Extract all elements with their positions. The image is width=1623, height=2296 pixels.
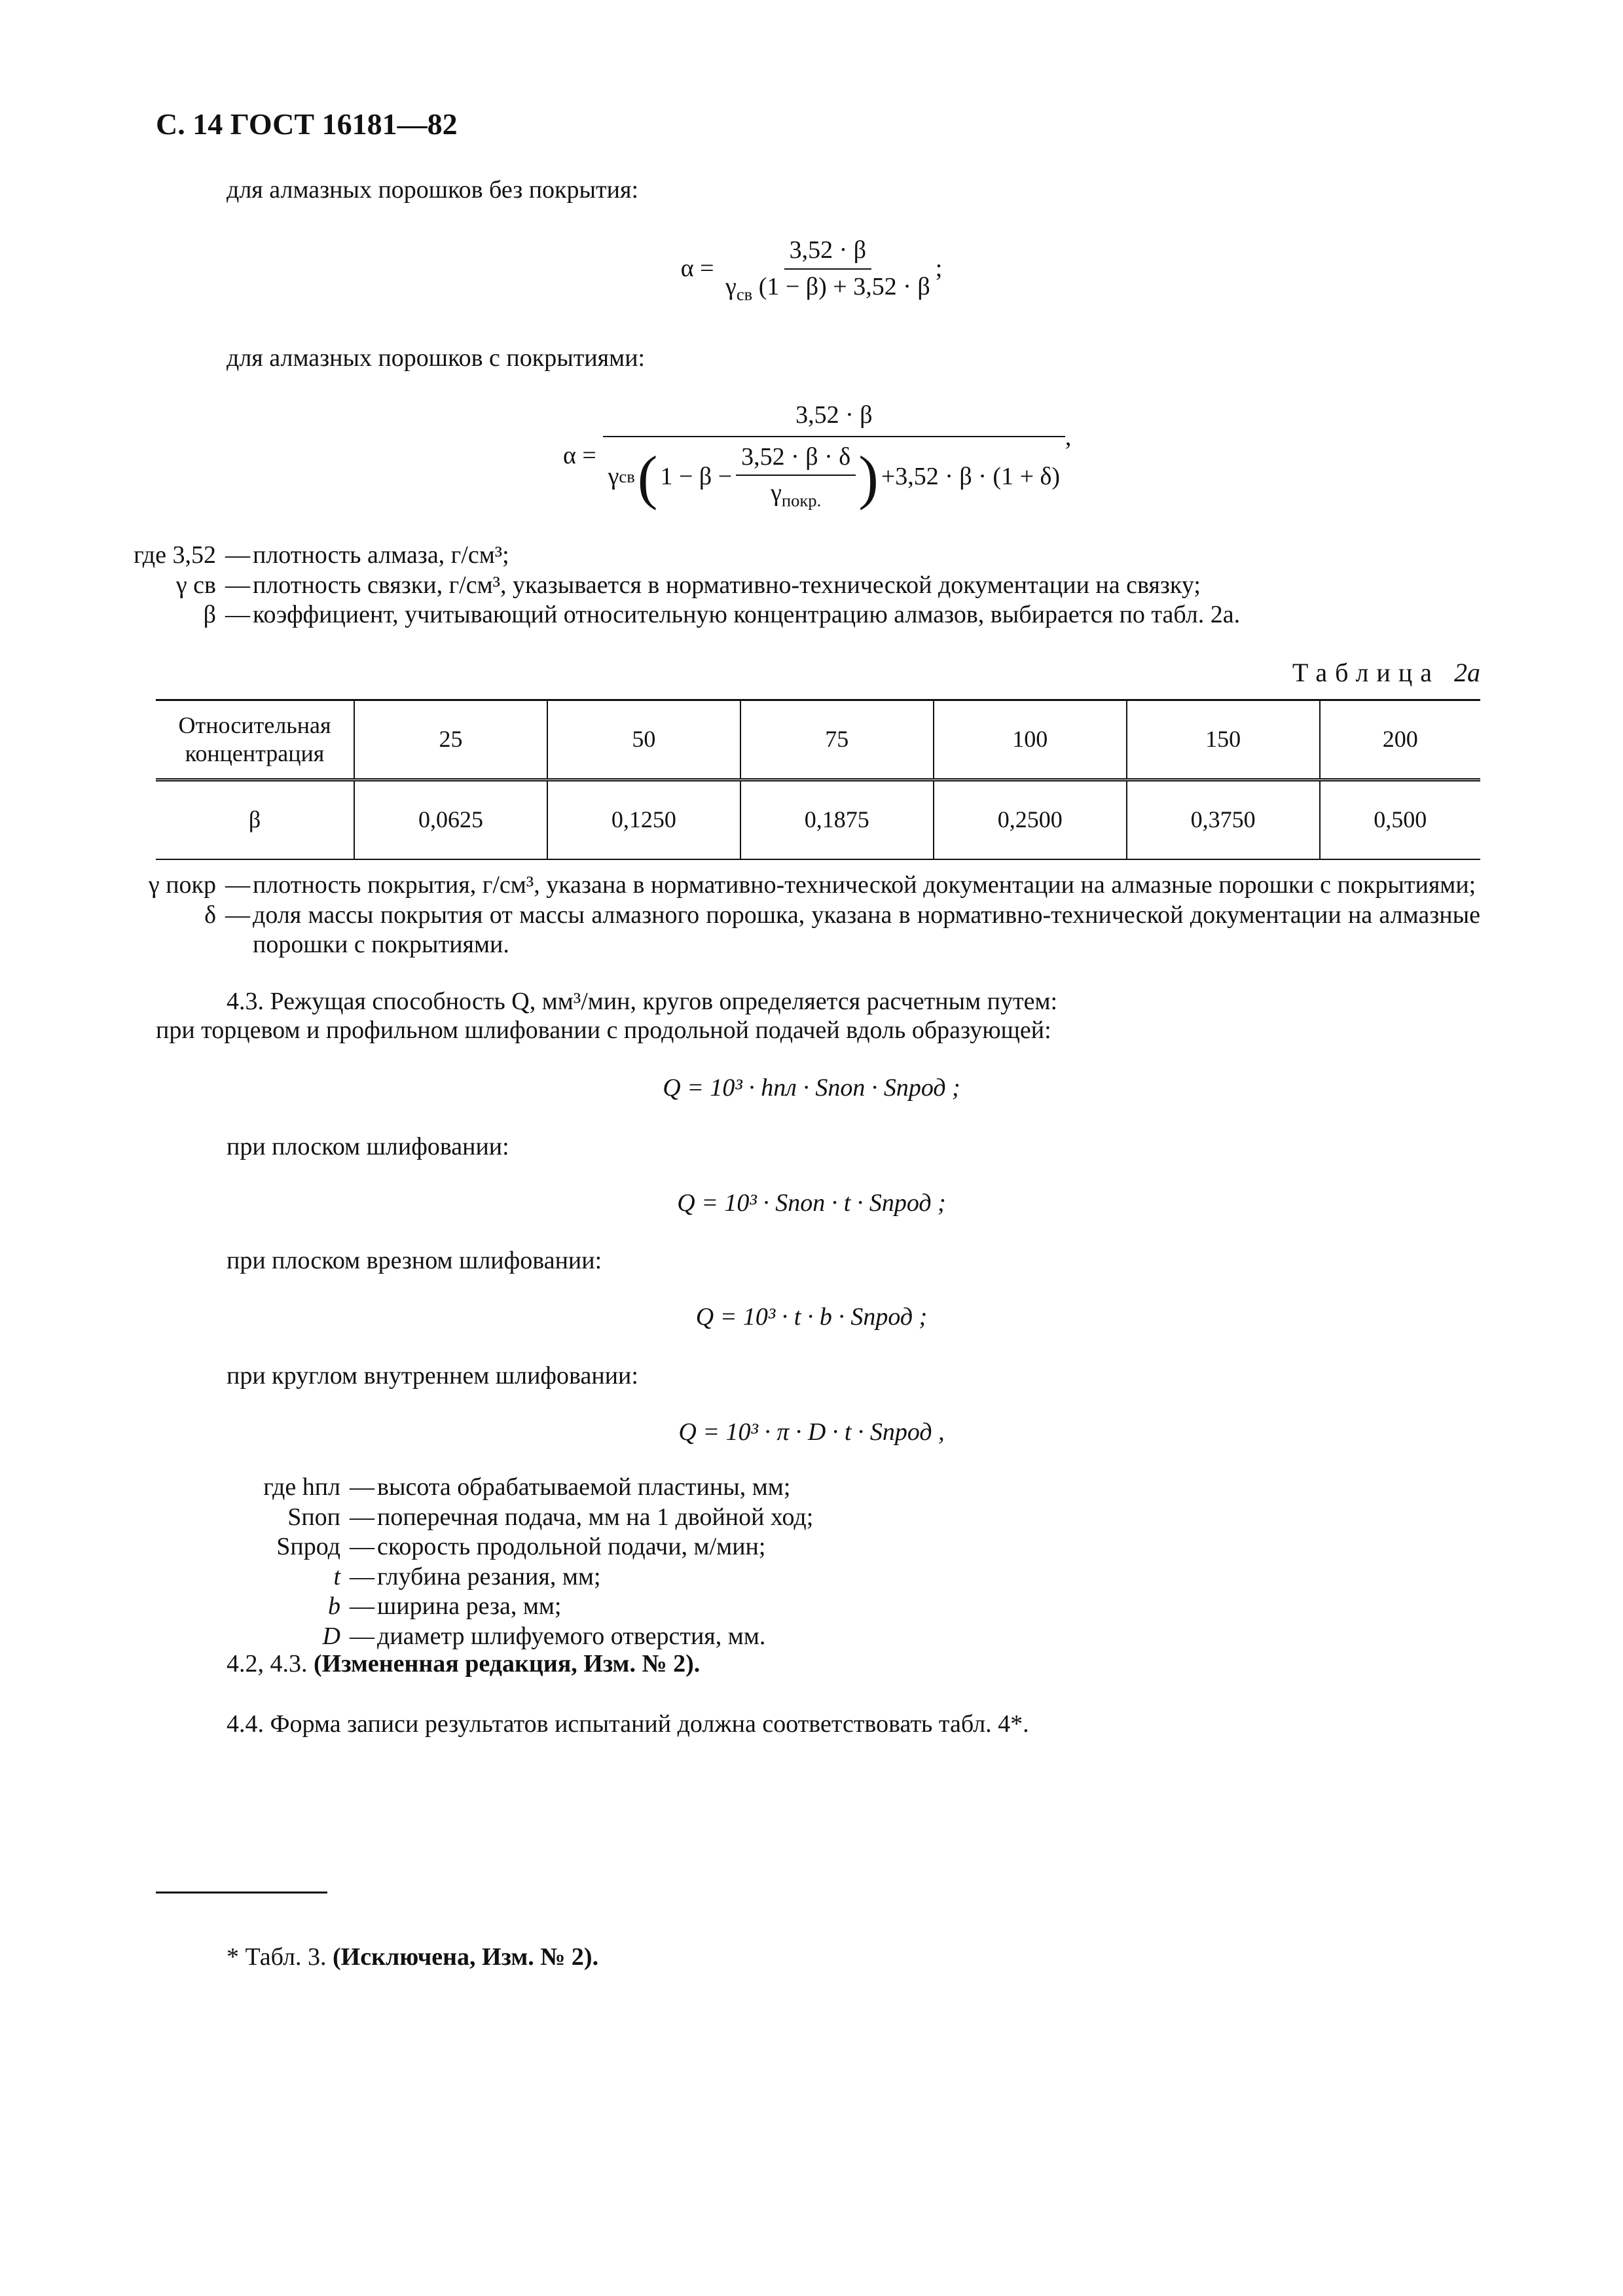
table-header-row (156, 700, 1480, 780)
def-term: t (333, 1562, 340, 1590)
table-2a (156, 699, 1480, 860)
definitions-coating (0, 870, 1480, 960)
table-cell: 0,1875 (740, 780, 934, 860)
table-header-cell: 25 (354, 700, 547, 780)
table-header-cell: 100 (934, 700, 1127, 780)
formula-alpha-coated (563, 401, 1071, 512)
def-term: γ покр (148, 871, 216, 899)
section-4-3-face: при торцевом и профильном шлифовании с продольной подачей вдоль образующей: (156, 1016, 1051, 1044)
def-term: Sпоп (287, 1503, 340, 1531)
formula1-fraction (720, 236, 936, 305)
def-desc: плотность алмаза, г/см³; (253, 541, 509, 569)
def-desc: плотность покрытия, г/см³, указана в нормативно-технической документации на алмазные порошки с покрытиями; (253, 871, 1476, 899)
def-term: γ св (175, 571, 216, 599)
formula1-tail: ; (935, 254, 943, 282)
intro-no-coating: для алмазных порошков без покрытия: (227, 176, 639, 204)
def-dash: — (225, 571, 250, 599)
section-4-3: 4.3. Режущая способность Q, мм³/мин, кругов определяется расчетным путем: (227, 988, 1058, 1015)
def-term: δ (204, 901, 216, 929)
formula-q3: Q = 10³ · t · b · Sпрод ; (695, 1303, 928, 1331)
table-header-cell: 150 (1127, 700, 1320, 780)
def-desc: коэффициент, учитывающий относительную концентрацию алмазов, выбирается по табл. 2а. (253, 601, 1241, 629)
def-desc: плотность связки, г/см³, указывается в нормативно-технической документации на связку; (253, 571, 1201, 599)
table-header-cell: 200 (1320, 700, 1480, 780)
intro-round: при круглом внутреннем шлифовании: (227, 1362, 638, 1390)
def-desc: скорость продольной подачи, м/мин; (377, 1533, 766, 1561)
def-desc: глубина резания, мм; (377, 1562, 601, 1590)
table-cell: 0,0625 (354, 780, 547, 860)
def-term: D (322, 1622, 340, 1650)
def-dash: — (225, 541, 250, 569)
table-caption: Таблица 2а (1292, 658, 1480, 687)
page-header: С. 14 ГОСТ 16181—82 (156, 107, 458, 141)
def-dash: — (350, 1562, 374, 1590)
formula1-denominator: $\gamma_{св}$ (1 − β) + 3,52 · β (725, 272, 930, 304)
table-header-cell: 50 (547, 700, 740, 780)
table-cell: 0,1250 (547, 780, 740, 860)
intro-flat: при плоском шлифовании: (227, 1133, 509, 1160)
def-term: где hпл (263, 1473, 340, 1501)
formula-q4: Q = 10³ · π · D · t · Sпрод , (678, 1418, 945, 1446)
def-desc: ширина реза, мм; (377, 1592, 562, 1621)
table-header-cell: Относительная концентрация (156, 700, 354, 780)
def-dash: — (225, 871, 250, 899)
table-cell: β (156, 780, 354, 860)
formula-alpha-uncoated (0, 236, 1623, 305)
definitions-q (0, 1473, 1480, 1652)
definitions-alpha (0, 541, 1480, 630)
def-dash: — (225, 601, 250, 629)
def-dash: — (350, 1592, 374, 1621)
formula1-lhs: α = (680, 254, 714, 282)
formula2-tail: , (1065, 423, 1072, 451)
def-desc: высота обрабатываемой пластины, мм; (377, 1473, 791, 1501)
def-term: b (328, 1592, 340, 1621)
def-desc: поперечная подача, мм на 1 двойной ход; (377, 1503, 814, 1531)
def-dash: — (350, 1473, 374, 1501)
formula2-denominator: γ св ( 1 − β − $\frac{3,52 \cdot \beta \cdot \delta}{\gamma_{покр.}}$ ) +3,52 · β · (1 + δ) (608, 442, 1061, 511)
intro-coating: для алмазных порошков с покрытиями: (227, 344, 646, 372)
def-term: β (203, 601, 216, 629)
def-dash: — (225, 901, 250, 929)
section-4-4: 4.4. Форма записи результатов испытаний должна соответствовать табл. 4*. (227, 1710, 1029, 1738)
def-dash: — (350, 1533, 374, 1561)
table-cell: 0,2500 (934, 780, 1127, 860)
intro-plunge: при плоском врезном шлифовании: (227, 1247, 602, 1274)
def-desc: доля массы покрытия от массы алмазного порошка, указана в нормативно-технической документации на алмазные порошки с покрытиями. (253, 901, 1480, 959)
table-cell: 0,3750 (1127, 780, 1320, 860)
def-dash: — (350, 1503, 374, 1531)
formula-q1: Q = 10³ · hпл · Sпоп · Sпрод ; (663, 1074, 960, 1102)
def-desc: диаметр шлифуемого отверстия, мм. (377, 1622, 766, 1650)
formula2-inner-fraction: $\frac{3,52 \cdot \beta \cdot \delta}{\gamma_{покр.}}$ (736, 442, 856, 512)
edit-note: 4.2, 4.3. (Измененная редакция, Изм. № 2). (227, 1650, 701, 1677)
formula2-fraction (603, 401, 1065, 512)
formula2-lhs: α = (563, 442, 596, 470)
table-row (156, 780, 1480, 860)
footnote-rule (156, 1892, 327, 1893)
formula1-numerator: 3,52 · β (784, 236, 872, 270)
formula2-numerator: 3,52 · β (603, 401, 1065, 437)
table-cell: 0,500 (1320, 780, 1480, 860)
def-term: где 3,52 (134, 541, 216, 569)
def-dash: — (350, 1622, 374, 1650)
footnote: * Табл. 3. (Исключена, Изм. № 2). (227, 1943, 599, 1971)
def-term: Sпрод (276, 1533, 340, 1561)
formula-q2: Q = 10³ · Sпоп · t · Sпрод ; (677, 1189, 946, 1217)
table-header-cell: 75 (740, 700, 934, 780)
